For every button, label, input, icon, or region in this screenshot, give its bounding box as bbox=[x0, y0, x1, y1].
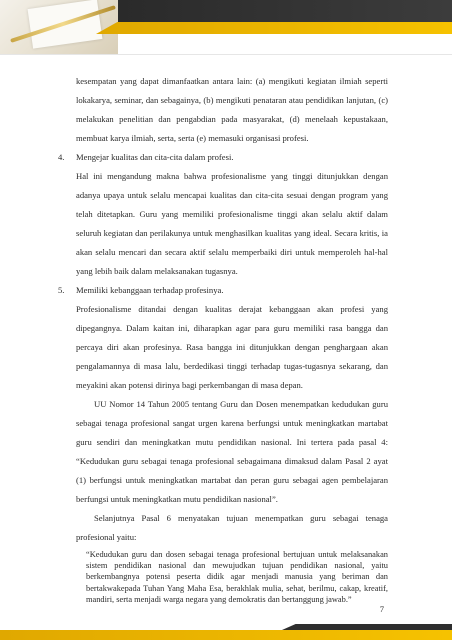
header-gold-band bbox=[96, 22, 452, 34]
header-divider bbox=[0, 54, 452, 55]
header-dark-band bbox=[118, 0, 452, 22]
list-heading: Memiliki kebanggaan terhadap profesinya. bbox=[76, 285, 224, 295]
list-heading: Mengejar kualitas dan cita-cita dalam profesi. bbox=[76, 152, 234, 162]
uu-paragraph: UU Nomor 14 Tahun 2005 tentang Guru dan Dosen menempatkan kedudukan guru sebagai tenaga profesional sangat urgen karena berfungsi untuk meningkatkan martabat guru sendiri dan meningkatkan mutu pendidikan nasional. Ini tertera pada pasal 4: “Kedudukan guru sebagai tenaga profesional sebagaimana dimaksud dalam Pasal 2 ayat (1) berfungsi untuk meningkatkan martabat dan peran guru sebagai agen pembelajaran berfungsi untuk meningkatkan mutu pendidikan nasional”. bbox=[76, 399, 388, 504]
list-item-5 bbox=[58, 281, 388, 395]
footer-gold-band bbox=[0, 630, 452, 640]
block-quote: “Kedudukan guru dan dosen sebagai tenaga profesional bertujuan untuk melaksanakan sistem pendidikan nasional dan mewujudkan tujuan pendidikan nasional, yaitu berkembangnya potensi peserta didik agar menjadi manusia yang beriman dan bertakwakepada Tuhan Yang Maha Esa, berakhlak mulia, sehat, berilmu, cakap, kreatif, mandiri, serta menjadi warga negara yang demokratis dan bertanggung jawab.” bbox=[86, 550, 388, 604]
list-number: 4. bbox=[58, 152, 65, 162]
list-body: Profesionalisme ditandai dengan kualitas derajat kebanggaan akan profesi yang dipegangnya. Dalam kaitan ini, diharapkan agar para guru memiliki rasa bangga dan percaya diri akan profesinya. Rasa bangga ini ditunjukkan dengan penghargaan akan pengalamannya di masa lalu, berdedikasi tinggi terhadap tugas-tugasnya sekarang, dan meyakini akan potensi dirinya bagi perkembangan di masa depan. bbox=[76, 304, 388, 390]
list-item-4 bbox=[58, 148, 388, 281]
list-body: Hal ini mengandung makna bahwa profesionalisme yang tinggi ditunjukkan dengan adanya upaya untuk selalu mencapai kualitas dan cita-cita sesuai dengan program yang telah ditetapkan. Guru yang memiliki profesionalisme tinggi akan selalu aktif dalam seluruh kegiatan dan perilakunya untuk menghasilkan kualitas yang ideal. Secara kritis, ia akan selalu mencari dan secara aktif selalu memperbaiki diri untuk memperoleh hal-hal yang lebih baik dalam melaksanakan tugasnya. bbox=[76, 171, 388, 276]
header-photo bbox=[0, 0, 118, 54]
page-number: 7 bbox=[379, 604, 384, 614]
list-number: 5. bbox=[58, 285, 65, 295]
continuation-paragraph: kesempatan yang dapat dimanfaatkan antara lain: (a) mengikuti kegiatan ilmiah seperti lokakarya, seminar, dan sebagainya, (b) mengikuti penataran atau pendidikan lanjutan, (c) melakukan penelitian dan pengabdian pada masyarakat, (d) menelaah kepustakaan, membuat karya ilmiah, serta, serta (e) memasuki organisasi profesi. bbox=[76, 76, 388, 143]
page-content bbox=[58, 72, 388, 605]
pasal6-paragraph: Selanjutnya Pasal 6 menyatakan tujuan menempatkan guru sebagai tenaga profesional yaitu: bbox=[76, 513, 388, 542]
